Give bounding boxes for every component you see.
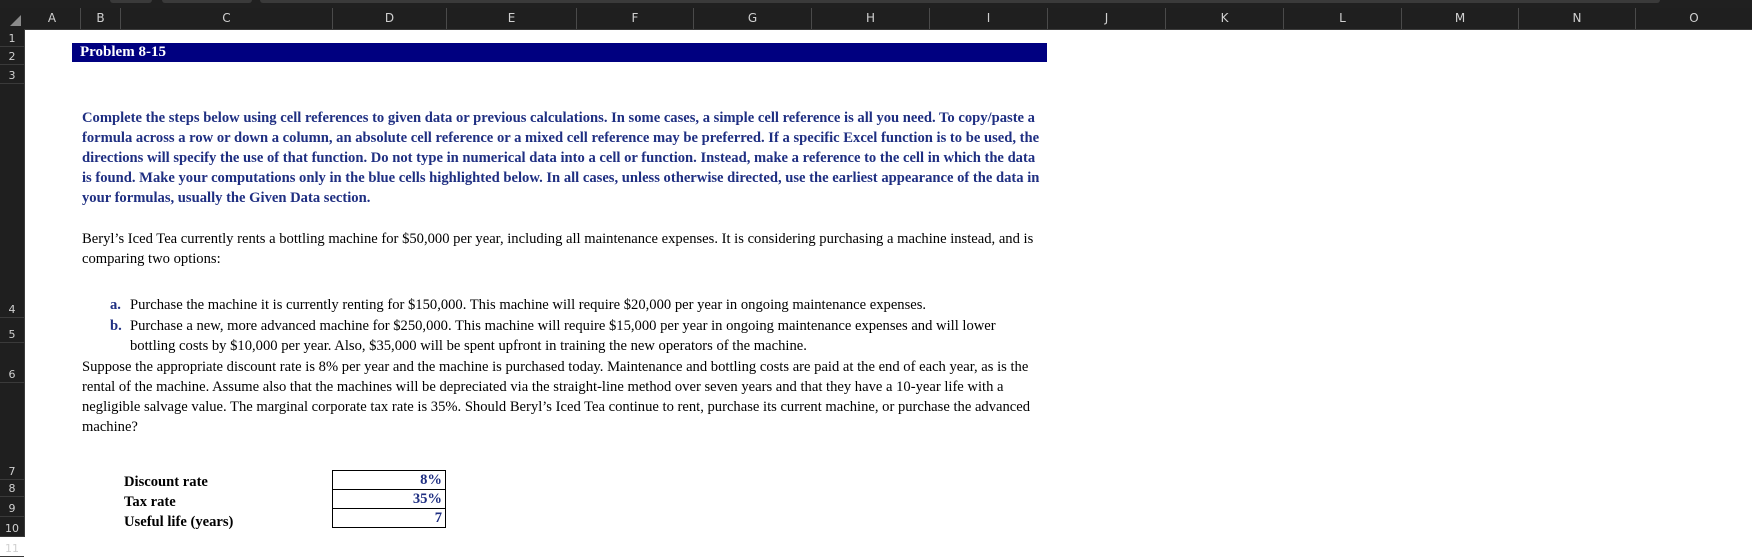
tab-handle-2[interactable]	[162, 0, 252, 3]
row-header-column	[0, 29, 25, 555]
useful-life-label[interactable]: Useful life (years)	[124, 514, 234, 530]
option-b-text-line2: bottling costs by $10,000 per year. Also, $35,000 will be spent upfront in training the new operators of the machine.	[130, 338, 807, 354]
row-header-5[interactable]: 5	[0, 318, 24, 343]
column-header-b[interactable]: B	[81, 8, 121, 29]
assumptions-text[interactable]: Suppose the appropriate discount rate is 8% per year and the machine is purchased today. Maintenance and bottling costs are paid at the end of each year, as is the rental of the machine. Assume also that the machines will be depreciated via the straight-line method over seven years and that they have a 10-year life with a negligible salvage value. The marginal corporate tax rate is 35%. Should Beryl’s Iced Tea continue to rent, purchase its current machine, or purchase the advanced machine?	[82, 359, 1031, 435]
formula-bar-edge	[260, 0, 1660, 3]
discount-rate-cell[interactable]: 8%	[332, 470, 446, 490]
row-header-3[interactable]: 3	[0, 65, 24, 84]
column-header-e[interactable]: E	[447, 8, 577, 29]
tab-handle-1[interactable]	[110, 0, 152, 3]
row-header-6[interactable]: 6	[0, 343, 24, 383]
problem-title-banner[interactable]: Problem 8-15	[72, 43, 1047, 62]
option-b[interactable]	[110, 316, 1050, 356]
row-header-10[interactable]: 10	[0, 517, 24, 537]
tax-rate-cell[interactable]: 35%	[332, 489, 446, 509]
option-b-text-line1: Purchase a new, more advanced machine for $250,000. This machine will require $15,000 per year in ongoing maintenance expenses and will lower	[130, 318, 996, 334]
row-header-9[interactable]: 9	[0, 497, 24, 517]
select-all-icon	[10, 15, 21, 26]
column-header-i[interactable]: I	[930, 8, 1048, 29]
row-header-1[interactable]: 1	[0, 29, 24, 47]
row-header-4[interactable]: 4	[0, 84, 24, 318]
column-header-n[interactable]: N	[1519, 8, 1636, 29]
row-header-8[interactable]: 8	[0, 480, 24, 497]
column-header-d[interactable]: D	[333, 8, 447, 29]
column-header-k[interactable]: K	[1166, 8, 1284, 29]
option-b-label: b.	[110, 318, 122, 334]
column-header-row	[0, 8, 1752, 30]
row-header-7[interactable]: 7	[0, 383, 24, 480]
option-a-label: a.	[110, 297, 121, 313]
column-header-m[interactable]: M	[1402, 8, 1519, 29]
column-header-f[interactable]: F	[577, 8, 694, 29]
column-header-c[interactable]: C	[121, 8, 333, 29]
select-all-corner[interactable]	[0, 8, 24, 29]
useful-life-cell[interactable]: 7	[332, 508, 446, 528]
column-header-o[interactable]: O	[1689, 11, 1699, 25]
column-header-g[interactable]: G	[694, 8, 812, 29]
option-a-text: Purchase the machine it is currently renting for $150,000. This machine will require $20,000 per year in ongoing maintenance expenses.	[130, 297, 927, 313]
option-a[interactable]	[110, 295, 1050, 315]
column-header-h[interactable]: H	[812, 8, 930, 29]
title-bar-strip	[0, 0, 1752, 8]
discount-rate-label[interactable]: Discount rate	[124, 474, 208, 490]
intro-text[interactable]: Beryl’s Iced Tea currently rents a bottling machine for $50,000 per year, including all maintenance expenses. It is considering purchasing a machine instead, and is comparing two options:	[82, 231, 1034, 267]
column-header-a[interactable]: A	[24, 8, 81, 29]
column-header-j[interactable]: J	[1048, 8, 1166, 29]
instructions-text[interactable]: Complete the steps below using cell references to given data or previous calculations. In some cases, a simple cell reference is all you need. To copy/paste a formula across a row or down a column, an absolute cell reference or a mixed cell reference may be preferred. If a specific Excel function is to be used, the directions will specify the use of that function. Do not type in numerical data into a cell or function. Instead, make a reference to the cell in which the data is found. Make your computations only in the blue cells highlighted below. In all cases, unless otherwise directed, use the earliest appearance of the data in your formulas, usually the Given Data section.	[82, 110, 1040, 206]
tax-rate-label[interactable]: Tax rate	[124, 494, 176, 510]
column-header-l[interactable]: L	[1284, 8, 1402, 29]
row-header-11[interactable]: 11	[0, 537, 24, 557]
row-header-2[interactable]: 2	[0, 47, 24, 65]
